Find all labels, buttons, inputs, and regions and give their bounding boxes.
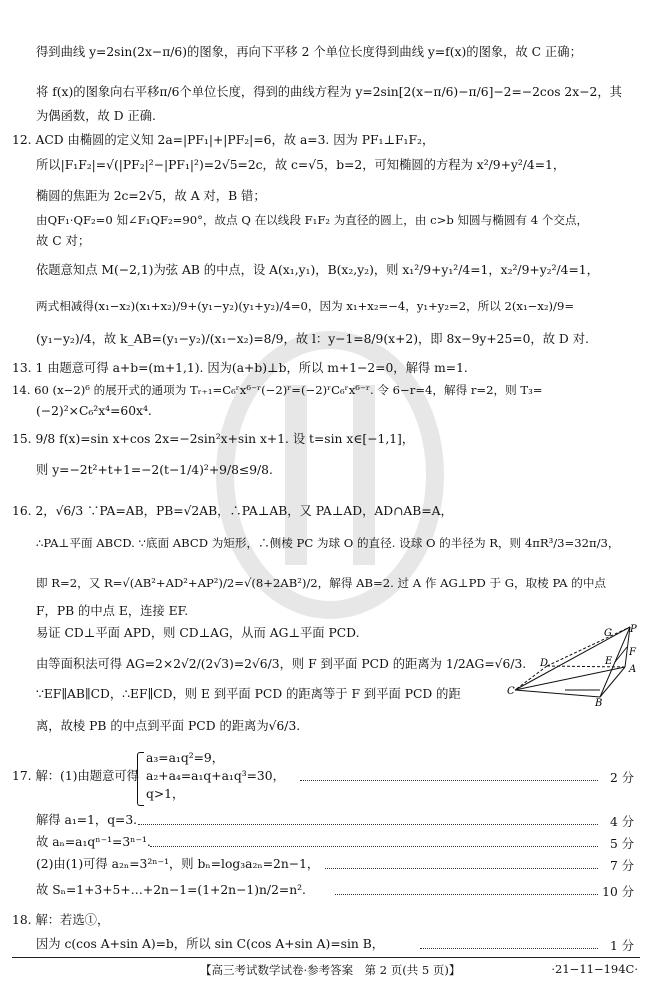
q14-line: 14. 60 (x−2)⁶ 的展开式的通项为 Tᵣ₊₁=C₆ʳx⁶⁻ʳ(−2)ʳ=(−2)ʳC₆ʳx⁶⁻ʳ. 令 6−r=4，解得 r=2，则 T₃=	[12, 383, 543, 397]
figure-label: P	[630, 624, 637, 635]
q12-line: 两式相减得(x₁−x₂)(x₁+x₂)/9+(y₁−y₂)(y₁+y₂)/4=0，因为 x₁+x₂=−4，y₁+y₂=2，所以 2(x₁−x₂)/9=	[36, 299, 575, 313]
figure-label: D	[540, 658, 549, 669]
q12-line: 椭圆的焦距为 2c=2√5，故 A 对，B 错；	[36, 189, 266, 203]
text-line: 得到曲线 y=2sin(2x−π/6)的图象，再向下平移 2 个单位长度得到曲线 y=f(x)的图象，故 C 正确；	[36, 45, 582, 59]
q17-line: 故 aₙ=a₁qⁿ⁻¹=3ⁿ⁻¹.	[36, 835, 151, 849]
q17-system-eq: a₂+a₄=a₁q+a₁q³=30，	[146, 769, 285, 783]
score-mark: 10 分	[602, 885, 634, 899]
q12-line: 依题意知点 M(−2,1)为弦 AB 的中点，设 A(x₁,y₁)，B(x₂,y₂)，则 x₁²/9+y₁²/4=1，x₂²/9+y₂²/4=1，	[36, 263, 599, 277]
q16-line: 即 R=2，又 R=√(AB²+AD²+AP²)/2=√(8+2AB²)/2，解得 AB=2. 过 A 作 AG⊥PD 于 G，取棱 PA 的中点	[36, 576, 607, 590]
q16-line: 离，故棱 PB 的中点到平面 PCD 的距离为√6/3.	[36, 719, 301, 733]
q14-line: (−2)²×C₆²x⁴=60x⁴.	[36, 404, 152, 418]
q12-line: (y₁−y₂)/4，故 k_AB=(y₁−y₂)/(x₁−x₂)=8/9，故 l：y−1=8/9(x+2)，即 8x−9y+25=0，故 D 对.	[36, 332, 589, 346]
q12-line: 故 C 对；	[36, 234, 91, 248]
text-line: 将 f(x)的图象向右平移π/6个单位长度，得到的曲线方程为 y=2sin[2(x−π/6)−π/6]−2=−2cos 2x−2，其	[36, 85, 622, 99]
q17-line: 17. 解：(1)由题意可得	[12, 769, 139, 783]
score-mark: 7 分	[609, 859, 634, 873]
footer-rule	[12, 957, 640, 958]
q17-line: (2)由(1)可得 a₂ₙ=3²ⁿ⁻¹，则 bₙ=log₃a₂ₙ=2n−1，	[36, 857, 320, 871]
q12-line: 12. ACD 由椭圆的定义知 2a=|PF₁|+|PF₂|=6，故 a=3. 因为 PF₁⊥F₁F₂，	[12, 133, 435, 147]
figure-label: A	[629, 664, 637, 675]
q16-line: 由等面积法可得 AG=2×2√2/(2√3)=2√6/3，则 F 到平面 PCD 的距离为 1/2AG=√6/3.	[36, 657, 527, 671]
q16-line: 易证 CD⊥平面 APD，则 CD⊥AG，从而 AG⊥平面 PCD.	[36, 626, 360, 640]
q12-line: 由QF₁·QF₂=0 知∠F₁QF₂=90°，故点 Q 在以线段 F₁F₂ 为直径的圆上，由 c>b 知圆与椭圆有 4 个交点，	[36, 213, 589, 227]
system-brace	[137, 752, 144, 806]
figure-label: F	[629, 647, 636, 658]
score-mark: 2 分	[609, 771, 634, 785]
q18-line: 18. 解：若选①，	[12, 913, 110, 927]
score-mark: 4 分	[609, 815, 634, 829]
q15-line: 则 y=−2t²+t+1=−2(t−1/4)²+9/8≤9/8.	[36, 463, 273, 477]
figure-label: E	[605, 656, 613, 667]
q13-line: 13. 1 由题意可得 a+b=(m+1,1). 因为(a+b)⊥b，所以 m+1−2=0，解得 m=1.	[12, 361, 468, 375]
q16-line: F，PB 的中点 E，连接 EF.	[36, 604, 189, 618]
q12-line: 所以|F₁F₂|=√(|PF₂|²−|PF₁|²)=2√5=2c，故 c=√5，b=2，可知椭圆的方程为 x²/9+y²/4=1，	[36, 158, 566, 172]
figure-label: C	[507, 686, 515, 697]
footer-code: ·21−11−194C·	[551, 962, 638, 976]
q16-line: ∵EF∥AB∥CD，∴EF∥CD，则 E 到平面 PCD 的距离等于 F 到平面 PCD 的距	[36, 687, 461, 701]
q17-line: 故 Sₙ=1+3+5+…+2n−1=(1+2n−1)n/2=n².	[36, 883, 306, 897]
score-mark: 1 分	[609, 939, 634, 953]
pyramid-figure	[505, 622, 645, 707]
q17-system-eq: q>1，	[146, 787, 185, 801]
q15-line: 15. 9/8 f(x)=sin x+cos 2x=−2sin²x+sin x+1. 设 t=sin x∈[−1,1]，	[12, 432, 415, 446]
q18-line: 因为 c(cos A+sin A)=b，所以 sin C(cos A+sin A)=sin B，	[36, 937, 385, 951]
q16-line: 16. 2，√6/3 ∵PA=AB，PB=√2AB，∴PA⊥AB，又 PA⊥AD，AD∩AB=A，	[12, 504, 453, 518]
q17-line: 解得 a₁=1，q=3.	[36, 813, 138, 827]
footer-title: 【高三考试数学试卷·参考答案 第 2 页(共 5 页)】	[200, 963, 461, 977]
q17-system-eq: a₃=a₁q²=9，	[146, 751, 225, 765]
score-mark: 5 分	[609, 837, 634, 851]
figure-label: G	[604, 628, 612, 639]
q16-line: ∴PA⊥平面 ABCD. ∵底面 ABCD 为矩形，∴侧棱 PC 为球 O 的直径. 设球 O 的半径为 R，则 4πR³/3=32π/3，	[36, 536, 620, 550]
figure-label: B	[595, 698, 603, 707]
text-line: 为偶函数，故 D 正确.	[36, 109, 156, 123]
